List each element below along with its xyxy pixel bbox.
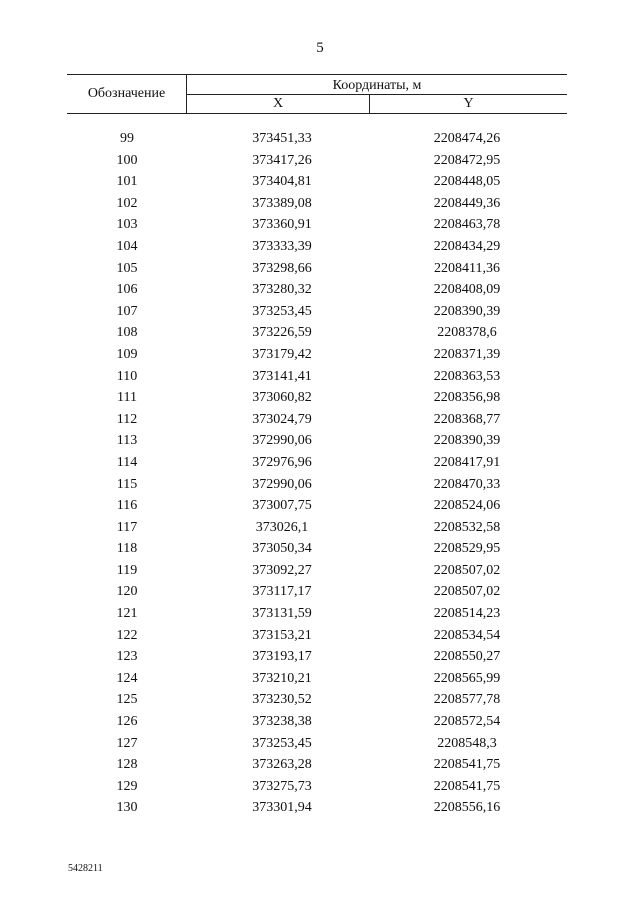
table-row xyxy=(67,409,567,431)
x-coordinate-cell: 372990,06 xyxy=(252,433,312,449)
point-id-cell: 107 xyxy=(116,303,138,319)
table-row xyxy=(67,474,567,496)
table-row xyxy=(67,387,567,409)
x-coordinate-cell: 373298,66 xyxy=(252,260,312,276)
table-body xyxy=(67,128,567,819)
x-coordinate-cell: 372976,96 xyxy=(252,454,312,470)
y-coordinate-cell: 2208532,58 xyxy=(433,519,501,535)
y-coordinate-cell: 2208390,39 xyxy=(433,303,501,319)
point-id-cell: 120 xyxy=(116,584,138,600)
point-id-cell: 108 xyxy=(116,325,138,341)
footer-code: 5428211 xyxy=(68,863,103,874)
y-coordinate-cell: 2208463,78 xyxy=(433,217,501,233)
x-coordinate-cell: 373253,45 xyxy=(252,303,312,319)
point-id-cell: 109 xyxy=(116,346,138,362)
y-coordinate-cell: 2208417,91 xyxy=(433,454,501,470)
point-id-cell: 130 xyxy=(116,800,138,816)
y-coordinate-cell: 2208474,26 xyxy=(433,131,501,146)
table-row xyxy=(67,733,567,755)
y-coordinate-cell: 2208541,75 xyxy=(433,757,501,773)
table-row xyxy=(67,581,567,603)
x-coordinate-cell: 373360,91 xyxy=(252,217,312,233)
x-coordinate-cell: 373007,75 xyxy=(252,498,312,514)
y-coordinate-cell: 2208572,54 xyxy=(433,714,501,730)
x-coordinate-cell: 373153,21 xyxy=(252,627,312,643)
point-id-cell: 119 xyxy=(116,562,138,578)
point-id-cell: 115 xyxy=(116,476,138,492)
point-id-cell: 99 xyxy=(120,131,134,146)
table-row xyxy=(67,258,567,280)
point-id-cell: 111 xyxy=(117,390,137,406)
point-id-cell: 127 xyxy=(116,735,138,751)
x-coordinate-cell: 372990,06 xyxy=(252,476,312,492)
table-row xyxy=(67,150,567,172)
x-coordinate-cell: 373210,21 xyxy=(252,670,312,686)
table-row xyxy=(67,754,567,776)
table-row xyxy=(67,625,567,647)
point-id-cell: 110 xyxy=(116,368,138,384)
table-row xyxy=(67,711,567,733)
table-row xyxy=(67,366,567,388)
x-coordinate-cell: 373417,26 xyxy=(252,152,312,168)
point-id-cell: 122 xyxy=(116,627,138,643)
y-coordinate-cell: 2208565,99 xyxy=(433,670,501,686)
point-id-cell: 116 xyxy=(116,498,138,514)
x-coordinate-cell: 373131,59 xyxy=(252,606,312,622)
y-coordinate-cell: 2208371,39 xyxy=(433,346,501,362)
y-coordinate-cell: 2208514,23 xyxy=(433,606,501,622)
y-coordinate-cell: 2208507,02 xyxy=(433,562,501,578)
table-row xyxy=(67,538,567,560)
y-coordinate-cell: 2208472,95 xyxy=(433,152,501,168)
x-coordinate-cell: 373141,41 xyxy=(252,368,312,384)
table-row xyxy=(67,646,567,668)
point-id-cell: 100 xyxy=(116,152,138,168)
point-id-cell: 121 xyxy=(116,606,138,622)
y-coordinate-cell: 2208434,29 xyxy=(433,238,501,254)
table-row xyxy=(67,236,567,258)
y-coordinate-cell: 2208550,27 xyxy=(433,649,501,665)
x-coordinate-cell: 373193,17 xyxy=(252,649,312,665)
table-row xyxy=(67,495,567,517)
table-row xyxy=(67,214,567,236)
x-coordinate-cell: 373060,82 xyxy=(252,390,312,406)
point-id-cell: 104 xyxy=(116,238,138,254)
point-id-cell: 129 xyxy=(116,778,138,794)
table-row xyxy=(67,171,567,193)
point-id-cell: 102 xyxy=(116,195,138,211)
x-coordinate-cell: 373404,81 xyxy=(252,174,312,190)
page-number: 5 xyxy=(316,40,324,56)
y-coordinate-cell: 2208411,36 xyxy=(434,260,500,276)
y-coordinate-cell: 2208356,98 xyxy=(433,390,501,406)
x-coordinate-cell: 373451,33 xyxy=(252,131,312,146)
x-coordinate-cell: 373050,34 xyxy=(252,541,312,557)
table-row xyxy=(67,776,567,798)
point-id-cell: 112 xyxy=(116,411,138,427)
x-coordinate-cell: 373024,79 xyxy=(252,411,312,427)
y-coordinate-cell: 2208541,75 xyxy=(433,778,501,794)
y-coordinate-cell: 2208577,78 xyxy=(433,692,501,708)
y-coordinate-cell: 2208470,33 xyxy=(433,476,501,492)
table-row xyxy=(67,560,567,582)
point-id-cell: 114 xyxy=(116,454,138,470)
x-coordinate-cell: 373026,1 xyxy=(255,519,309,535)
y-coordinate-cell: 2208390,39 xyxy=(433,433,501,449)
y-coordinate-cell: 2208507,02 xyxy=(433,584,501,600)
x-coordinate-cell: 373179,42 xyxy=(252,346,312,362)
x-coordinate-cell: 373230,52 xyxy=(252,692,312,708)
x-coordinate-cell: 373389,08 xyxy=(252,195,312,211)
y-coordinate-cell: 2208408,09 xyxy=(433,282,501,298)
y-coordinate-cell: 2208548,3 xyxy=(437,735,497,751)
point-id-cell: 126 xyxy=(116,714,138,730)
header-designation: Обозначение xyxy=(67,75,187,113)
y-coordinate-cell: 2208556,16 xyxy=(433,800,501,816)
table-row xyxy=(67,517,567,539)
table-row xyxy=(67,603,567,625)
point-id-cell: 117 xyxy=(116,519,138,535)
x-coordinate-cell: 373280,32 xyxy=(252,282,312,298)
x-coordinate-cell: 373238,38 xyxy=(252,714,312,730)
x-coordinate-cell: 373092,27 xyxy=(252,562,312,578)
point-id-cell: 118 xyxy=(116,541,138,557)
header-y: Y xyxy=(463,96,474,111)
y-coordinate-cell: 2208534,54 xyxy=(433,627,501,643)
point-id-cell: 124 xyxy=(116,670,138,686)
y-coordinate-cell: 2208448,05 xyxy=(433,174,501,190)
y-coordinate-cell: 2208368,77 xyxy=(433,411,501,427)
x-coordinate-cell: 373301,94 xyxy=(252,800,312,816)
header-coordinates: Координаты, м xyxy=(187,75,567,95)
table-row xyxy=(67,193,567,215)
point-id-cell: 105 xyxy=(116,260,138,276)
point-id-cell: 113 xyxy=(116,433,138,449)
point-id-cell: 128 xyxy=(116,757,138,773)
y-coordinate-cell: 2208378,6 xyxy=(437,325,497,341)
table-row xyxy=(67,322,567,344)
x-coordinate-cell: 373275,73 xyxy=(252,778,312,794)
x-coordinate-cell: 373333,39 xyxy=(252,238,312,254)
table-row xyxy=(67,430,567,452)
x-coordinate-cell: 373253,45 xyxy=(252,735,312,751)
table-row xyxy=(67,128,567,150)
table-header xyxy=(67,74,567,114)
table-row xyxy=(67,452,567,474)
x-coordinate-cell: 373226,59 xyxy=(252,325,312,341)
point-id-cell: 106 xyxy=(116,282,138,298)
y-coordinate-cell: 2208524,06 xyxy=(433,498,501,514)
x-coordinate-cell: 373117,17 xyxy=(252,584,312,600)
point-id-cell: 123 xyxy=(116,649,138,665)
table-row xyxy=(67,279,567,301)
header-x: X xyxy=(187,95,370,113)
table-row xyxy=(67,301,567,323)
coordinates-table xyxy=(67,74,567,816)
point-id-cell: 101 xyxy=(116,174,138,190)
y-coordinate-cell: 2208449,36 xyxy=(433,195,501,211)
y-coordinate-cell: 2208363,53 xyxy=(433,368,501,384)
point-id-cell: 125 xyxy=(116,692,138,708)
point-id-cell: 103 xyxy=(116,217,138,233)
table-row xyxy=(67,797,567,819)
table-row xyxy=(67,344,567,366)
x-coordinate-cell: 373263,28 xyxy=(252,757,312,773)
table-row xyxy=(67,668,567,690)
y-coordinate-cell: 2208529,95 xyxy=(433,541,501,557)
table-row xyxy=(67,689,567,711)
